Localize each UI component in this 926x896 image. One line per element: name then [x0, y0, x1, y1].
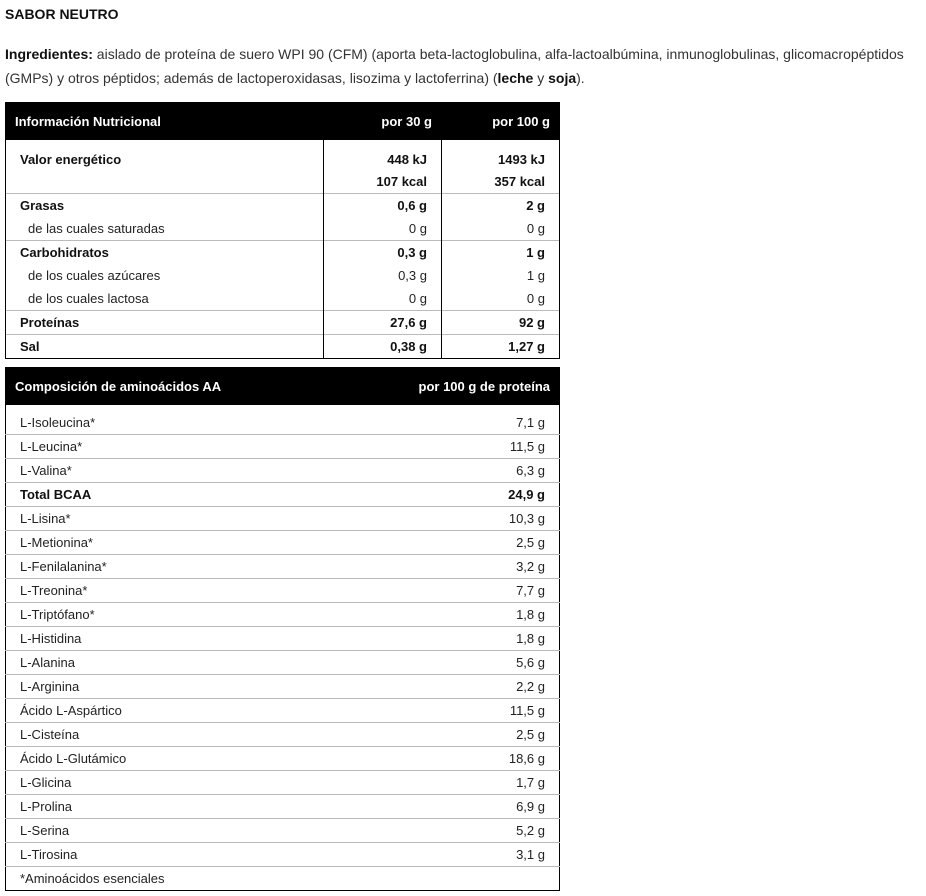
nutrient-value-100g: 0 g [442, 287, 560, 311]
amino-value: 7,1 g [386, 405, 560, 435]
nutrient-value-30g: 0 g [408, 291, 427, 306]
amino-header-label: Composición de aminoácidos AA [6, 368, 386, 405]
nutrient-name: Sal [6, 335, 324, 359]
nutrition-row [6, 170, 560, 194]
amino-name: L-Isoleucina* [6, 405, 386, 435]
amino-value: 6,9 g [386, 795, 560, 819]
nutrient-value-100g: 1493 kJ [442, 140, 560, 171]
amino-value: 5,2 g [386, 819, 560, 843]
ingredients-conjunction: y [533, 70, 549, 86]
amino-name: Ácido L-Aspártico [6, 699, 386, 723]
amino-header-per100-protein: por 100 g de proteína [386, 368, 560, 405]
ingredients-text: aislado de proteína de suero WPI 90 (CFM) (aporta beta-lactoglobulina, alfa-lactoalbúmina, inmunoglobulinas, glicomacropéptidos (GMPs) y otros péptidos; además de lactoperoxidasas, lisozima y lactoferrina) ( [5, 46, 904, 86]
nutrient-name [6, 170, 324, 194]
amino-value: 2,5 g [386, 531, 560, 555]
nutrition-table [5, 102, 560, 359]
amino-name: L-Lisina* [6, 507, 386, 531]
nutrient-value-100g: 357 kcal [442, 170, 560, 194]
nutrition-row [6, 140, 560, 171]
nutrition-row [6, 311, 560, 335]
amino-row [6, 507, 560, 531]
amino-row [6, 651, 560, 675]
amino-name: L-Cisteína [6, 723, 386, 747]
nutrient-value-30g: 107 kcal [376, 174, 427, 189]
amino-value: 1,8 g [386, 603, 560, 627]
amino-name: L-Arginina [6, 675, 386, 699]
nutrient-value-100g: 1 g [442, 241, 560, 265]
amino-value: 6,3 g [386, 459, 560, 483]
amino-value: 24,9 g [386, 483, 560, 507]
nutrient-value-30g: 0 g [408, 221, 427, 236]
amino-value: 3,2 g [386, 555, 560, 579]
amino-value: 10,3 g [386, 507, 560, 531]
amino-value: 1,8 g [386, 627, 560, 651]
nutrition-row [6, 217, 560, 241]
nutrient-value-100g: 1,27 g [442, 335, 560, 359]
amino-name: L-Valina* [6, 459, 386, 483]
nutrient-value-30g: 448 kJ [387, 151, 427, 167]
amino-row [6, 531, 560, 555]
nutrient-value-100g: 92 g [442, 311, 560, 335]
amino-value: 3,1 g [386, 843, 560, 867]
amino-row [6, 483, 560, 507]
amino-value: 7,7 g [386, 579, 560, 603]
amino-row [6, 555, 560, 579]
nutrient-value-100g: 0 g [442, 217, 560, 241]
nutrient-value-30g: 0,6 g [324, 194, 442, 218]
amino-name: L-Tirosina [6, 843, 386, 867]
amino-row [6, 819, 560, 843]
nutrient-value-30g: 0,3 g [324, 241, 442, 265]
amino-row [6, 405, 560, 435]
nutrition-row [6, 335, 560, 359]
nutrient-name: Grasas [6, 194, 324, 218]
nutrient-name: de las cuales saturadas [6, 217, 324, 241]
amino-name: L-Histidina [6, 627, 386, 651]
amino-row [6, 627, 560, 651]
amino-value: 2,2 g [386, 675, 560, 699]
amino-name: L-Prolina [6, 795, 386, 819]
nutrition-header-label: Información Nutricional [6, 103, 324, 140]
nutrient-value-100g: 2 g [442, 194, 560, 218]
amino-row [6, 459, 560, 483]
amino-row [6, 699, 560, 723]
nutrient-value-30g: 27,6 g [324, 311, 442, 335]
ingredients-paragraph [5, 42, 923, 90]
nutrition-row [6, 194, 560, 218]
amino-acid-table [5, 367, 560, 891]
amino-name: L-Triptófano* [6, 603, 386, 627]
amino-name: L-Serina [6, 819, 386, 843]
amino-row [6, 723, 560, 747]
amino-value: 11,5 g [386, 699, 560, 723]
nutrition-row [6, 241, 560, 265]
nutrient-value-30g: 0,38 g [324, 335, 442, 359]
amino-footnote-row [6, 867, 560, 891]
nutrient-name: Proteínas [6, 311, 324, 335]
amino-row [6, 435, 560, 459]
nutrient-value-100g: 1 g [442, 264, 560, 287]
nutrient-name: de los cuales azúcares [6, 264, 324, 287]
allergen-soy: soja [548, 70, 577, 86]
amino-value: 18,6 g [386, 747, 560, 771]
nutrition-header-per30: por 30 g [324, 103, 442, 140]
nutrient-name: Valor energético [6, 140, 324, 171]
amino-footnote: *Aminoácidos esenciales [6, 867, 560, 891]
ingredients-label: Ingredientes: [5, 46, 93, 62]
amino-name: L-Glicina [6, 771, 386, 795]
amino-name: L-Metionina* [6, 531, 386, 555]
amino-row [6, 675, 560, 699]
nutrient-name: Carbohidratos [6, 241, 324, 265]
amino-name: L-Fenilalanina* [6, 555, 386, 579]
amino-row [6, 747, 560, 771]
amino-value: 1,7 g [386, 771, 560, 795]
amino-name: Ácido L-Glutámico [6, 747, 386, 771]
nutrient-name: de los cuales lactosa [6, 287, 324, 311]
amino-value: 11,5 g [386, 435, 560, 459]
amino-name: L-Treonina* [6, 579, 386, 603]
amino-row [6, 843, 560, 867]
amino-row [6, 795, 560, 819]
nutrition-header-per100: por 100 g [442, 103, 560, 140]
allergen-milk: leche [497, 70, 534, 86]
amino-header-row [6, 368, 560, 405]
nutrition-row [6, 287, 560, 311]
nutrition-row [6, 264, 560, 287]
amino-row [6, 603, 560, 627]
amino-name: L-Leucina* [6, 435, 386, 459]
nutrition-header-row [6, 103, 560, 140]
flavor-title: SABOR NEUTRO [5, 6, 119, 22]
ingredients-closing: ). [576, 70, 585, 86]
amino-row [6, 579, 560, 603]
amino-name: Total BCAA [6, 483, 386, 507]
amino-name: L-Alanina [6, 651, 386, 675]
amino-value: 5,6 g [386, 651, 560, 675]
amino-row [6, 771, 560, 795]
amino-value: 2,5 g [386, 723, 560, 747]
nutrient-value-30g: 0,3 g [398, 268, 427, 283]
